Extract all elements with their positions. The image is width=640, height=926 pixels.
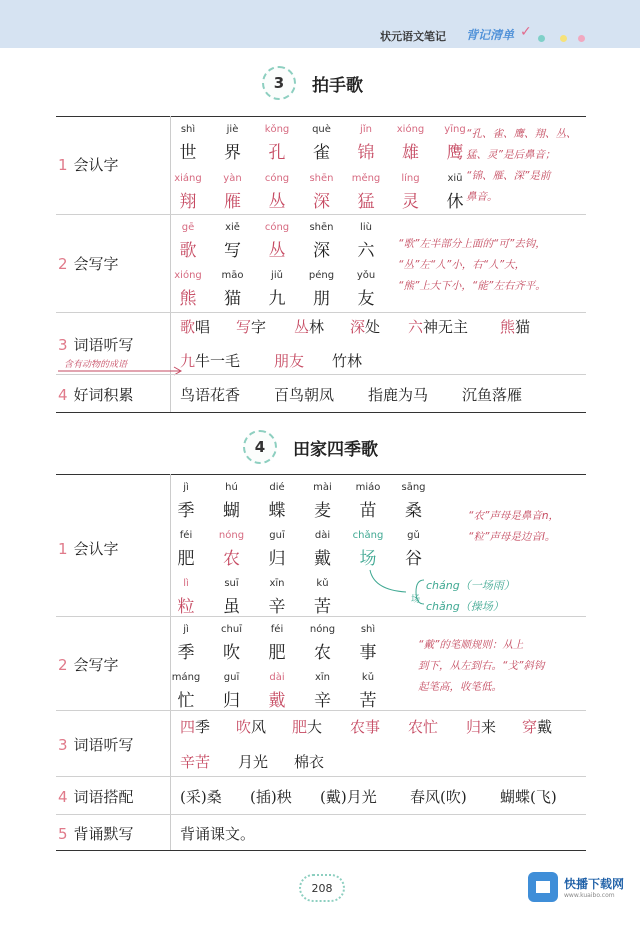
hanzi-char: 戴 (268, 691, 286, 711)
dot-icon (560, 35, 567, 42)
table-border (56, 116, 586, 117)
pinyin: lì (183, 578, 189, 589)
hanzi-char: 雁 (224, 192, 241, 212)
word-match: 蝴蝶(飞) (500, 788, 557, 806)
hanzi-char: 谷 (405, 549, 422, 569)
watermark-url: www.kuaibo.com (564, 892, 615, 899)
pinyin: jì (183, 624, 189, 635)
note-line: 猛、灵”是后鼻音； (466, 149, 556, 161)
pinyin: dié (269, 482, 285, 493)
hanzi-char: 苦 (314, 597, 331, 617)
hanzi-char: 雄 (402, 143, 419, 163)
hanzi-char: 场 (359, 549, 377, 569)
section-good-words: 4 好词积累 (58, 386, 134, 404)
pinyin: guī (269, 530, 285, 541)
pinyin: xiě (225, 222, 240, 233)
hanzi-char: 粒 (177, 597, 195, 617)
hanzi-char: 戴 (314, 549, 331, 569)
hanzi-char: 归 (268, 549, 286, 569)
table-border (56, 412, 586, 413)
dictation-word: 竹林 (332, 352, 363, 370)
recite-text: 背诵课文。 (180, 825, 256, 843)
pinyin: xiū (447, 173, 463, 184)
book-title: 状元语文笔记 (380, 30, 446, 43)
hanzi-char: 麦 (314, 501, 331, 521)
dictation-word: 四季 (180, 718, 211, 736)
watermark-logo-icon (528, 872, 558, 902)
pinyin: xióng (174, 270, 202, 281)
watermark (528, 872, 624, 902)
hanzi-char: 鹰 (446, 143, 464, 163)
page-number: 208 (299, 874, 345, 902)
pinyin: què (312, 124, 331, 135)
table-border (56, 474, 586, 475)
pinyin: xīn (269, 578, 285, 589)
annotation: 含有动物的成语 (64, 360, 128, 370)
pinyin: chuī (221, 624, 242, 635)
pinyin: sāng (401, 482, 426, 493)
hanzi-char: 友 (357, 289, 375, 309)
pinyin: měng (351, 173, 381, 184)
pinyin: suī (224, 578, 239, 589)
dictation-word: 穿戴 (522, 718, 553, 736)
hanzi-char: 季 (177, 501, 195, 521)
good-word: 百鸟朝凤 (274, 386, 335, 404)
dictation-word: 农事 (350, 718, 381, 736)
pinyin: jiè (226, 124, 239, 135)
pinyin: miáo (355, 482, 381, 493)
row-divider (56, 814, 586, 815)
word-match: (插)秧 (250, 788, 292, 806)
hanzi-char: 蝴 (223, 501, 240, 521)
lesson-3-heading (262, 66, 363, 100)
hanzi-char: 写 (224, 241, 241, 261)
note-line: “歌”左半部分上面的“可”去钩， (398, 238, 546, 250)
note-line: “农”声母是鼻音n， (468, 510, 560, 522)
hanzi-char: 灵 (402, 192, 419, 212)
hanzi-char: 苗 (359, 501, 377, 521)
hanzi-char: 朋 (313, 289, 330, 309)
hanzi-char: 丛 (268, 192, 286, 212)
hanzi-char: 归 (223, 691, 240, 711)
note-line: “熊”上大下小，“能”左右齐平。 (398, 280, 546, 292)
hanzi-char: 休 (446, 192, 464, 212)
note-line: “戴”的笔顺规则：从上 (418, 639, 524, 651)
pinyin: dài (269, 672, 285, 683)
lesson-number-badge: 4 (243, 430, 277, 464)
hanzi-char: 猫 (224, 289, 241, 309)
polyphone-char: 场 (411, 595, 421, 605)
pinyin: jì (183, 482, 189, 493)
check-icon: ✓ (520, 24, 532, 40)
pinyin: xiáng (174, 173, 202, 184)
row-divider (56, 776, 586, 777)
dictation-word: 九牛一毛 (180, 352, 241, 370)
pinyin: líng (401, 173, 420, 184)
lesson-title: 拍手歌 (312, 75, 363, 96)
series-title: 背记清单 (466, 28, 515, 42)
hanzi-char: 界 (224, 143, 241, 163)
section-word-match: 4 词语搭配 (58, 788, 134, 806)
pinyin: kǒng (264, 124, 290, 135)
lesson-title: 田家四季歌 (293, 439, 378, 460)
dot-icon (578, 35, 585, 42)
pinyin: shì (180, 124, 196, 135)
hanzi-char: 季 (177, 643, 195, 663)
hanzi-char: 农 (223, 549, 240, 569)
pinyin: xīn (314, 672, 331, 683)
good-word: 指鹿为马 (368, 386, 429, 404)
pinyin: chǎng (352, 530, 384, 541)
note-line: 鼻音。 (466, 191, 498, 203)
note-line: “粒”声母是边音l。 (468, 531, 556, 543)
pinyin: kǔ (361, 672, 375, 683)
hanzi-char: 丛 (268, 241, 286, 261)
dictation-word: 深处 (350, 318, 381, 336)
note-line: “锦、雁、深”是前 (466, 170, 551, 182)
note-line: 到下，从左到右。“戈”斜钩 (418, 660, 545, 672)
word-match: (采)桑 (180, 788, 222, 806)
dictation-word: 归来 (466, 718, 497, 736)
pinyin: shì (360, 624, 376, 635)
dictation-word: 吹风 (236, 718, 267, 736)
pinyin: nóng (218, 530, 245, 541)
pinyin: guī (223, 672, 240, 683)
hanzi-char: 孔 (268, 143, 286, 163)
hanzi-char: 歌 (179, 241, 197, 261)
pinyin: máng (171, 672, 201, 683)
section-dictation: 3 词语听写 (58, 336, 134, 354)
dictation-word: 熊猫 (500, 318, 531, 336)
word-match: (戴)月光 (320, 788, 377, 806)
dictation-word: 六神无主 (408, 318, 469, 336)
dictation-word: 歌唱 (180, 318, 211, 336)
hanzi-char: 桑 (405, 501, 422, 521)
table-border (56, 850, 586, 851)
dictation-word: 棉衣 (294, 753, 325, 771)
pinyin: xióng (396, 124, 425, 135)
pinyin: jiǔ (271, 270, 283, 281)
dictation-word: 朋友 (274, 352, 305, 370)
note (418, 635, 544, 698)
hanzi-char: 肥 (268, 643, 286, 663)
hanzi-char: 蝶 (268, 501, 286, 521)
hanzi-char: 九 (268, 289, 286, 309)
polyphone-reading: cháng（一场雨） (426, 579, 515, 592)
pinyin: shēn (309, 222, 334, 233)
pinyin: liù (360, 222, 372, 233)
hanzi-char: 深 (313, 192, 330, 212)
lesson-number-badge: 3 (262, 66, 296, 100)
pinyin: cóng (264, 222, 290, 233)
section-dictation: 3 词语听写 (58, 736, 134, 754)
hanzi-char: 翔 (179, 192, 197, 212)
hanzi-char: 熊 (179, 289, 197, 309)
dictation-word: 辛苦 (180, 753, 211, 771)
hanzi-char: 世 (179, 143, 197, 163)
note (398, 234, 546, 297)
hanzi-char: 肥 (177, 549, 195, 569)
polyphone-reading: chǎng（操场） (426, 600, 504, 613)
dictation-word: 写字 (236, 318, 267, 336)
lesson-4-heading (243, 430, 378, 464)
section-write-chars: 2 会写字 (58, 255, 119, 273)
row-divider (56, 374, 586, 375)
pinyin: yàn (223, 173, 242, 184)
pinyin: nóng (309, 624, 336, 635)
pinyin: jǐn (360, 124, 372, 135)
hanzi-char: 虽 (223, 597, 240, 617)
section-recognize-chars: 1 会认字 (58, 156, 119, 174)
pinyin: cóng (264, 173, 290, 184)
note-line: 起笔高，收笔低。 (418, 681, 502, 693)
row-divider (56, 214, 586, 215)
dot-icon (538, 35, 545, 42)
dictation-word: 农忙 (408, 718, 439, 736)
pinyin: kǔ (316, 578, 329, 589)
note (468, 506, 559, 548)
pinyin: mài (313, 482, 332, 493)
hanzi-char: 事 (359, 643, 377, 663)
word-match: 春风(吹) (410, 788, 467, 806)
watermark-text: 快播下载网 (564, 877, 625, 891)
good-word: 沉鱼落雁 (462, 386, 523, 404)
section-recite: 5 背诵默写 (58, 825, 134, 843)
hanzi-char: 农 (314, 643, 331, 663)
note (466, 124, 576, 208)
hanzi-char: 雀 (313, 143, 330, 163)
note-line: “丛”左“人”小，右“人”大， (398, 259, 526, 271)
pinyin: shēn (309, 173, 334, 184)
hanzi-char: 锦 (357, 143, 375, 163)
dictation-word: 肥大 (292, 718, 323, 736)
pinyin: gē (181, 222, 195, 233)
dictation-word: 月光 (238, 753, 269, 771)
pinyin: yǒu (356, 270, 376, 281)
hanzi-char: 苦 (359, 691, 377, 711)
row-divider (56, 312, 586, 313)
hanzi-char: 忙 (177, 691, 195, 711)
hanzi-char: 猛 (357, 192, 375, 212)
section-recognize-chars: 1 会认字 (58, 540, 119, 558)
pinyin: féi (179, 530, 193, 541)
pinyin: dài (314, 530, 331, 541)
pinyin: yīng (444, 124, 466, 135)
pinyin: gǔ (407, 530, 420, 541)
hanzi-char: 六 (357, 241, 375, 261)
hanzi-char: 吹 (223, 643, 240, 663)
dictation-word: 丛林 (294, 318, 325, 336)
top-banner (0, 0, 640, 48)
section-write-chars: 2 会写字 (58, 656, 119, 674)
hanzi-char: 深 (313, 241, 330, 261)
note-line: “孔、雀、鹰、翔、丛、 (466, 128, 577, 140)
pinyin: māo (221, 270, 244, 281)
good-word: 鸟语花香 (180, 386, 241, 404)
hanzi-char: 辛 (314, 691, 331, 711)
pinyin: hú (225, 482, 238, 493)
hanzi-char: 辛 (268, 597, 286, 617)
pinyin: féi (270, 624, 284, 635)
pinyin: péng (308, 270, 335, 281)
